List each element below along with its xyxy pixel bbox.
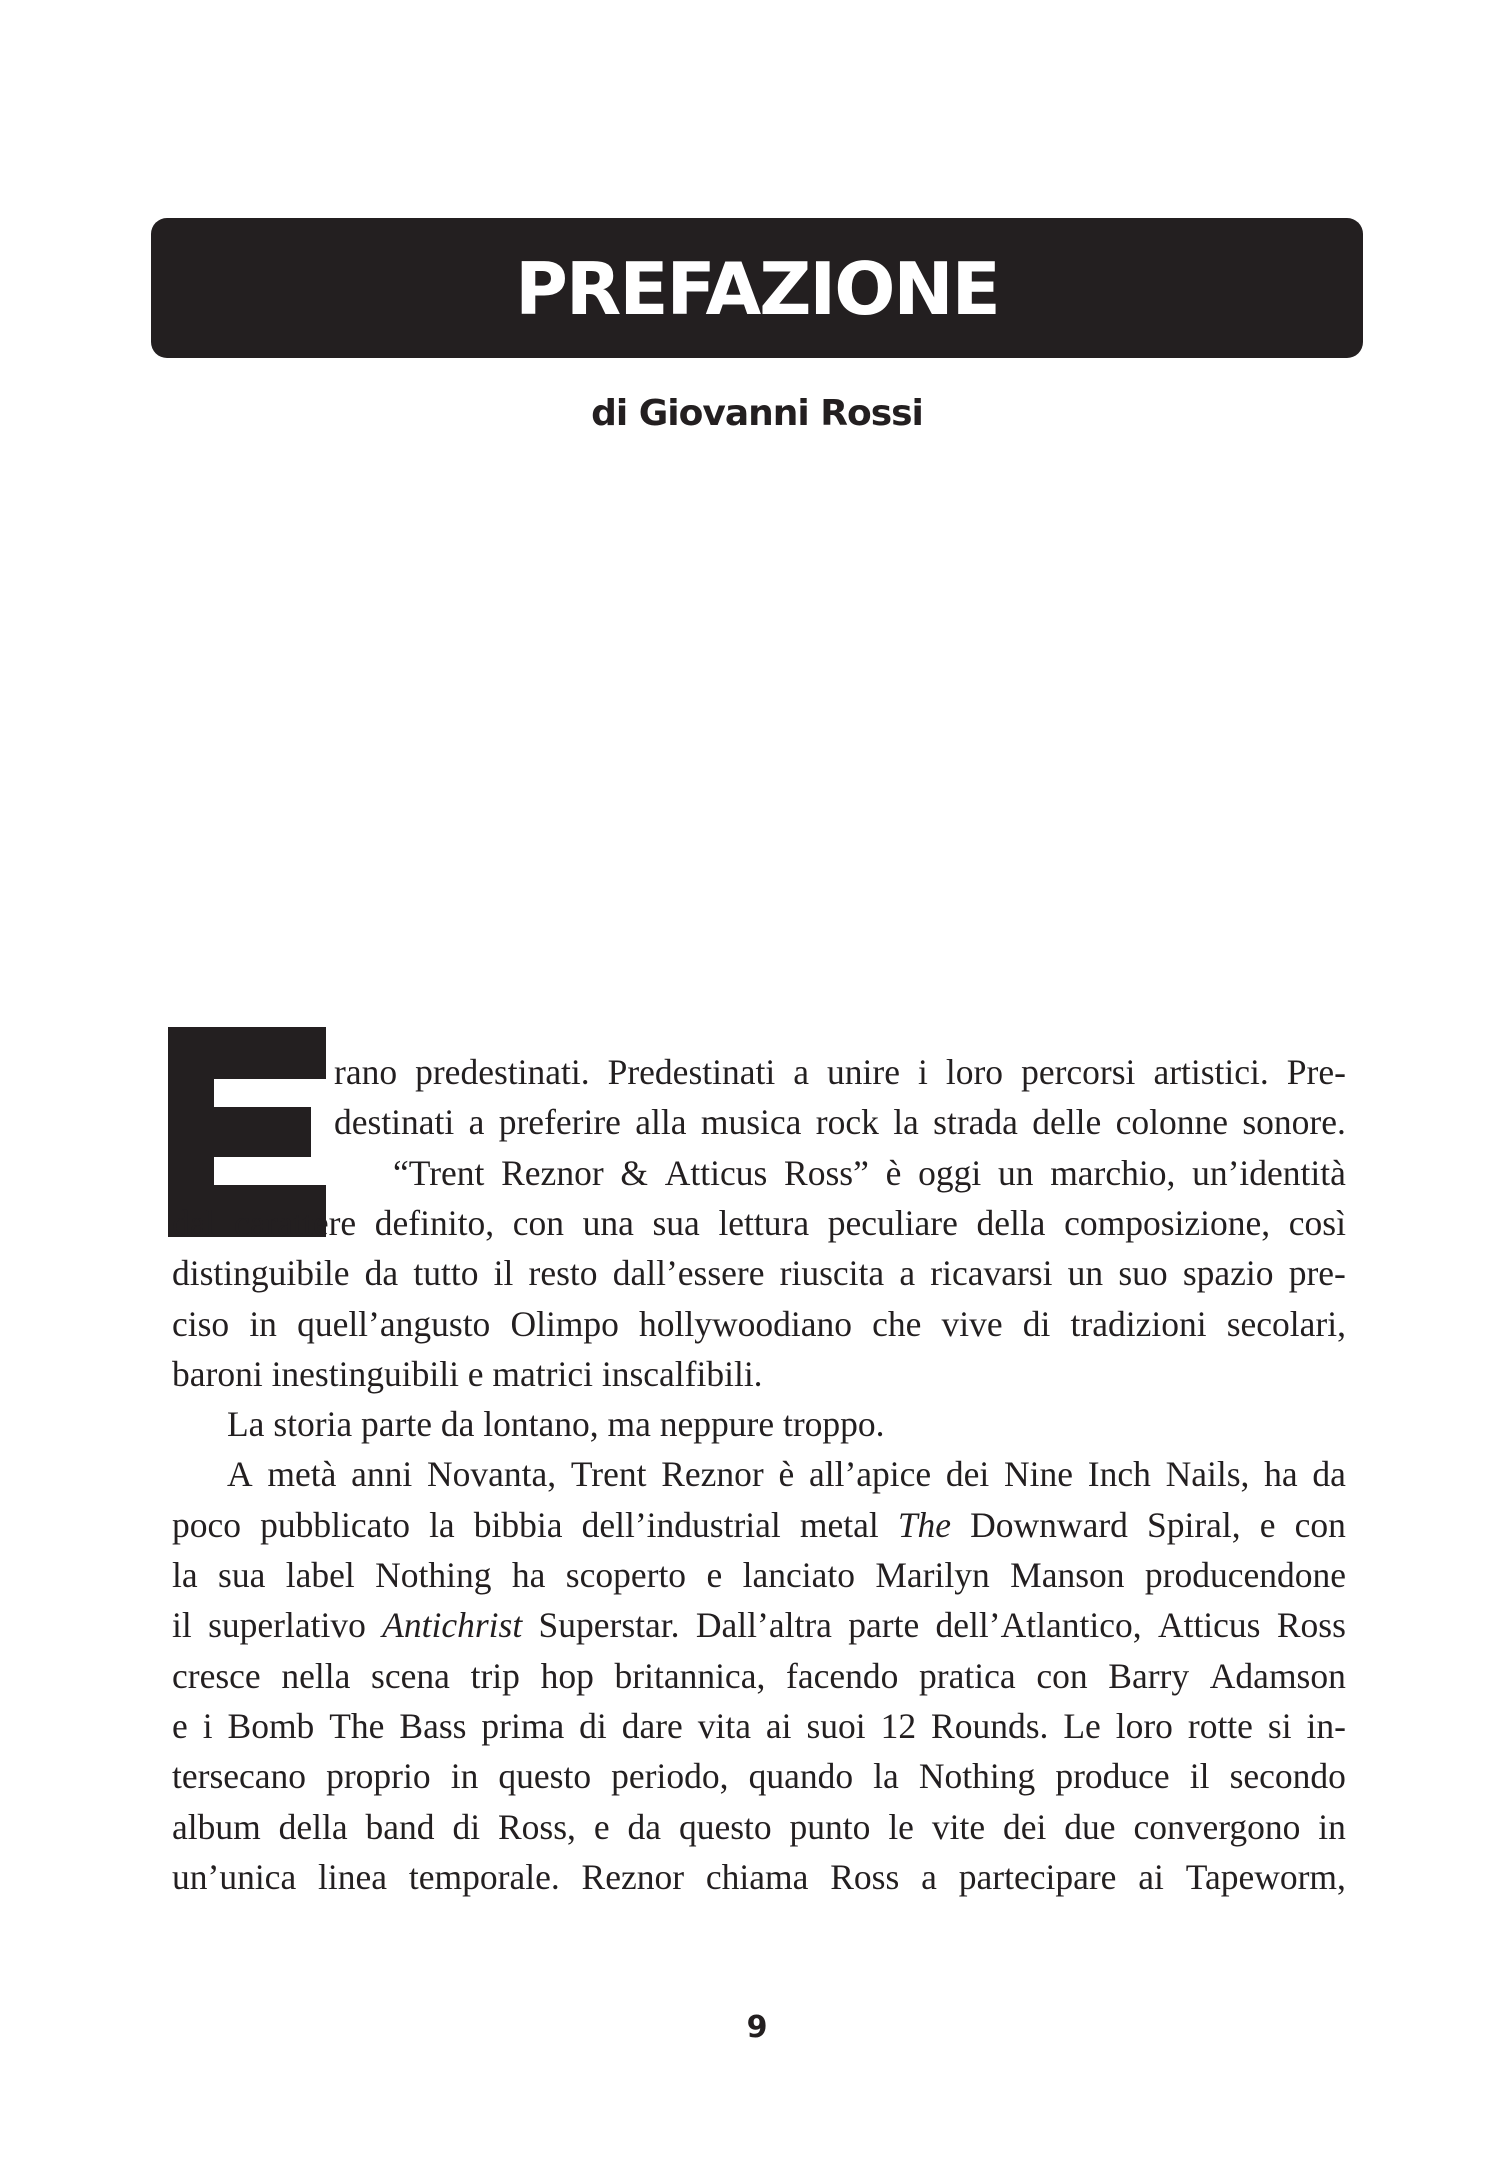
chapter-title-banner xyxy=(151,218,1363,358)
body-line: cresce nella scena trip hop britannica, facendo pratica con Barry Adamson xyxy=(172,1655,1346,1696)
page-number: 9 xyxy=(746,2010,768,2045)
body-line: La storia parte da lontano, ma neppure troppo. xyxy=(227,1404,885,1445)
body-line: album della band di Ross, e da questo punto le vite dei due convergono in xyxy=(172,1806,1346,1847)
body-line: distinguibile da tutto il resto dall’essere riuscita a ricavarsi un suo spazio pre- xyxy=(172,1253,1346,1294)
body-line: “Trent Reznor & Atticus Ross” è oggi un marchio, un’identità xyxy=(393,1152,1346,1193)
body-line: ciso in quell’angusto Olimpo hollywoodiano che vive di tradizioni secolari, xyxy=(172,1303,1346,1344)
body-line: destinati a preferire alla musica rock la strada delle colonne sonore. xyxy=(334,1102,1346,1143)
body-line: rano predestinati. Predestinati a unire i loro percorsi artistici. Pre- xyxy=(334,1052,1346,1092)
author-byline: di Giovanni Rossi xyxy=(591,393,923,434)
body-line: e i Bomb The Bass prima di dare vita ai suoi 12 Rounds. Le loro rotte si in- xyxy=(172,1705,1346,1746)
body-line: poco pubblicato la bibbia dell’industrial metal The Downward Spiral, e con xyxy=(172,1504,1346,1545)
body-line: tersecano proprio in questo periodo, quando la Nothing produce il secondo xyxy=(172,1756,1346,1797)
body-line: dal carattere definito, con una sua lettura peculiare della composizione, così xyxy=(172,1202,1346,1243)
body-line: un’unica linea temporale. Reznor chiama Ross a partecipare ai Tapeworm, xyxy=(172,1856,1346,1897)
body-line: baroni inestinguibili e matrici inscalfibili. xyxy=(172,1353,763,1394)
chapter-title: PREFAZIONE xyxy=(515,247,999,331)
body-line: A metà anni Novanta, Trent Reznor è all’apice dei Nine Inch Nails, ha da xyxy=(227,1454,1346,1495)
body-line: il superlativo Antichrist Superstar. Dall’altra parte dell’Atlantico, Atticus Ross xyxy=(172,1605,1346,1646)
body-line: la sua label Nothing ha scoperto e lanciato Marilyn Manson producendone xyxy=(172,1555,1346,1595)
